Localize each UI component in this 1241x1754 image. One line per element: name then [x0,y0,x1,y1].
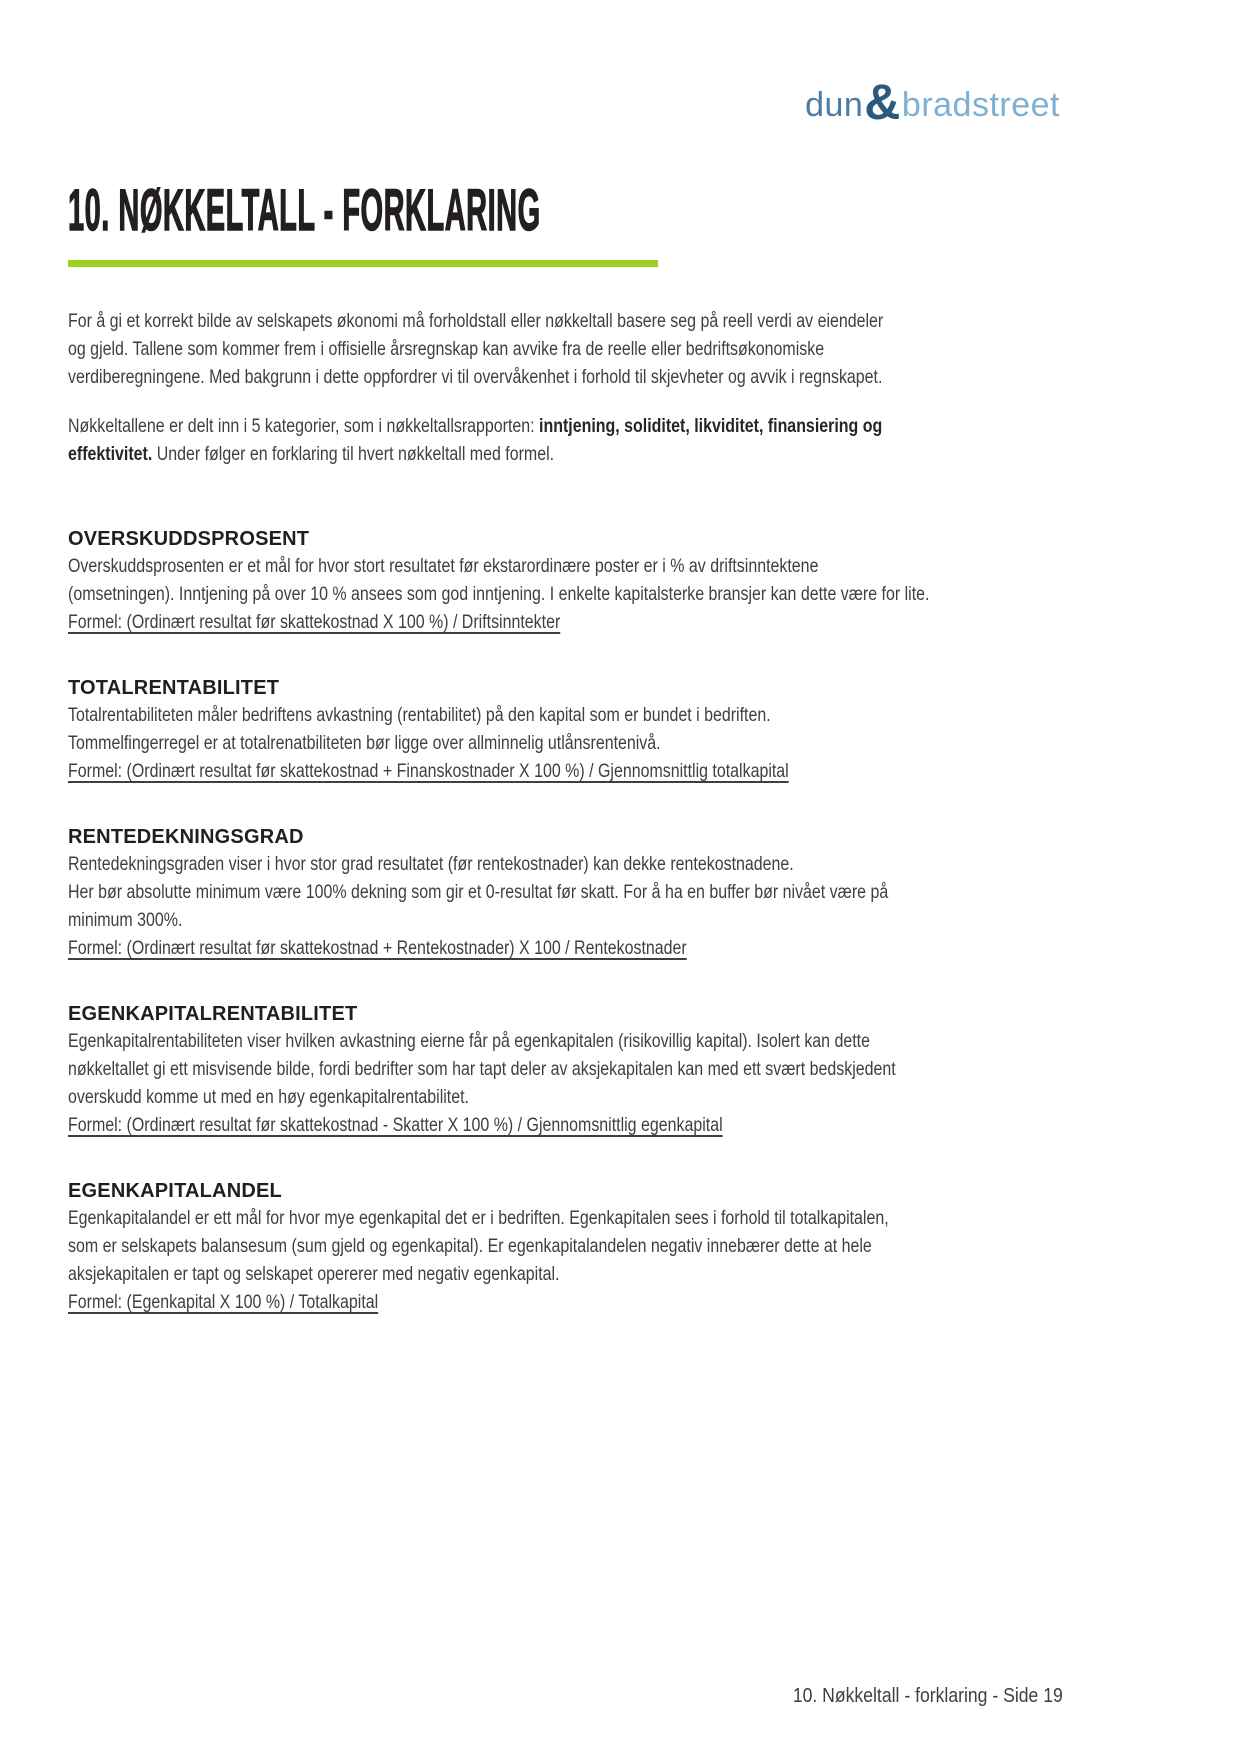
section-text-line: Rentedekningsgraden viser i hvor stor grad resultatet (før rentekostnader) kan dekke rentekostnadene. [68,854,794,875]
section-heading: RENTEDEKNINGSGRAD [68,826,304,848]
section-text-line: Tommelfingerregel er at totalrenatbiliteten bør ligge over allminnelig utlånsrentenivå. [68,733,661,754]
categories-paragraph [68,413,1168,469]
section-text-line: (omsetningen). Inntjening på over 10 % ansees som god inntjening. I enkelte kapitalsterke bransjer kan dette være for lite. [68,584,930,605]
categories-line [68,441,992,469]
logo-ampersand-icon: & [864,74,901,130]
section-text-line: nøkkeltallet gi ett misvisende bilde, fordi bedrifter som har tapt deler av aksjekapitalen kan med ett svært bedskjedent [68,1059,896,1080]
page-content [68,178,1168,1317]
section-text-line: Overskuddsprosenten er et mål for hvor stort resultatet før ekstarordinære poster er i % av driftsinntektene [68,556,819,577]
intro-line: og gjeld. Tallene som kommer frem i offisielle årsregnskap kan avvike fra de reelle eller bedriftsøkonomiske [68,339,825,360]
section-text-line: som er selskapets balansesum (sum gjeld og egenkapital). Er egenkapitalandelen negativ innebærer dette at hele [68,1236,872,1257]
section-heading: TOTALRENTABILITET [68,677,280,699]
section-heading: EGENKAPITALRENTABILITET [68,1003,358,1025]
categories-line [68,413,992,441]
title-accent-bar [68,260,658,267]
section-totalrentabilitet [68,674,1168,786]
section-heading: EGENKAPITALANDEL [68,1180,282,1202]
categories-text: Under følger en forklaring til hvert nøkkeltall med formel. [152,444,555,465]
page-footer: 10. Nøkkeltall - forklaring - Side 19 [793,1685,1063,1707]
categories-bold-text: inntjening, soliditet, likviditet, finansiering og [539,416,883,437]
section-text-line: minimum 300%. [68,910,183,931]
section-text-line: Egenkapitalandel er ett mål for hvor mye egenkapital det er i bedriften. Egenkapitalen sees i forhold til totalkapitalen, [68,1208,889,1229]
formula-line: Formel: (Ordinært resultat før skattekostnad + Rentekostnader) X 100 / Rentekostnader [68,938,687,959]
formula-line: Formel: (Ordinært resultat før skattekostnad + Finanskostnader X 100 %) / Gjennomsnittlig totalkapital [68,761,789,782]
section-text-line: aksjekapitalen er tapt og selskapet opererer med negativ egenkapital. [68,1264,560,1285]
section-text-line: Egenkapitalrentabiliteten viser hvilken avkastning eierne får på egenkapitalen (risikovillig kapital). Isolert kan dette [68,1031,870,1052]
section-text-line: Her bør absolutte minimum være 100% dekning som gir et 0-resultat før skatt. For å ha en buffer bør nivået være på [68,882,889,903]
section-rentedekningsgrad [68,823,1168,963]
section-egenkapitalandel [68,1177,1168,1317]
formula-line: Formel: (Ordinært resultat før skattekostnad X 100 %) / Driftsinntekter [68,612,561,633]
intro-line: verdiberegningene. Med bakgrunn i dette oppfordrer vi til overvåkenhet i forhold til skjevheter og avvik i regnskapet. [68,367,883,388]
formula-line: Formel: (Egenkapital X 100 %) / Totalkapital [68,1292,379,1313]
formula-line: Formel: (Ordinært resultat før skattekostnad - Skatter X 100 %) / Gjennomsnittlig egenkapital [68,1115,723,1136]
section-text-line: overskudd komme ut med en høy egenkapitalrentabilitet. [68,1087,469,1108]
section-overskuddsprosent [68,525,1168,637]
section-heading: OVERSKUDDSPROSENT [68,528,310,550]
section-egenkapitalrentabilitet [68,1000,1168,1140]
section-text-line: Totalrentabiliteten måler bedriftens avkastning (rentabilitet) på den kapital som er bundet i bedriften. [68,705,771,726]
intro-paragraph [68,308,1168,392]
logo-word-bradstreet: bradstreet [901,86,1060,124]
intro-line: For å gi et korrekt bilde av selskapets økonomi må forholdstall eller nøkkeltall basere seg på reell verdi av eiendeler [68,311,884,332]
page-title: 10. NØKKELTALL - FORKLARING [68,178,541,243]
categories-text: Nøkkeltallene er delt inn i 5 kategorier, som i nøkkeltallsrapporten: [68,416,540,437]
categories-bold-text: effektivitet. [68,444,153,465]
logo-word-dun: dun [805,86,864,124]
dun-bradstreet-logo [805,74,1060,130]
